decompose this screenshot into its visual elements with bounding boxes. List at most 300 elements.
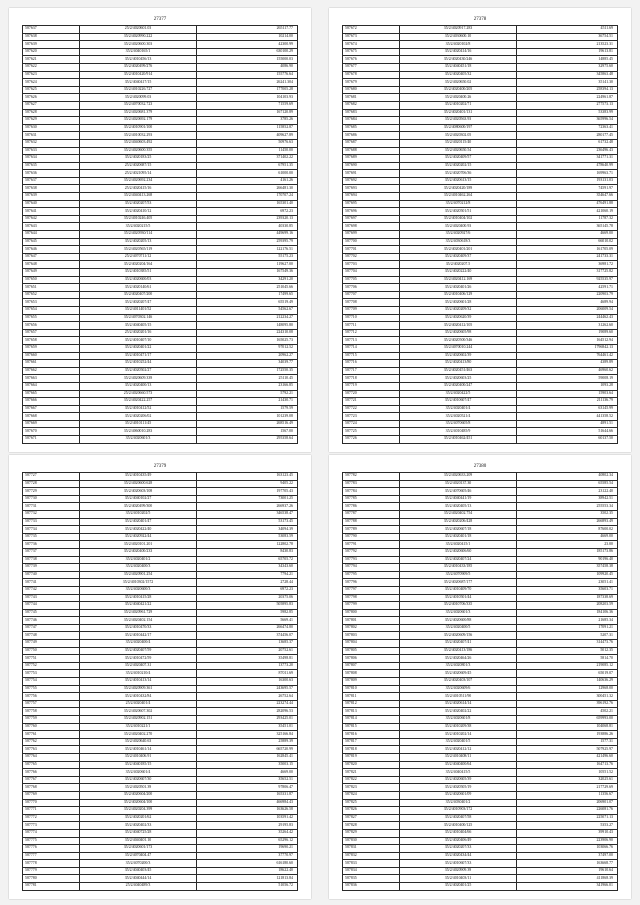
reference-code-cell: 35/2/4010032.293 xyxy=(80,132,197,140)
amount-cell: 3502.35 xyxy=(517,510,618,518)
records-table xyxy=(22,25,298,444)
table-row xyxy=(23,337,298,345)
table-row xyxy=(23,693,298,701)
table-row xyxy=(343,761,618,769)
page-title: 27377 xyxy=(153,17,167,22)
amount-cell: 53383.99 xyxy=(517,109,618,117)
reference-code-cell: 35/2/4020402/22 xyxy=(400,708,517,716)
amount-cell: 161705.09 xyxy=(517,246,618,254)
reference-code-cell: 35/2/4020603/25 xyxy=(400,375,517,383)
table-row xyxy=(23,71,298,79)
table-row xyxy=(23,837,298,845)
record-number-cell: 587744 xyxy=(23,602,80,610)
record-number-cell: 587754 xyxy=(23,678,80,686)
record-number-cell: 587696 xyxy=(343,208,400,216)
amount-cell: 223274.44 xyxy=(197,700,298,708)
record-number-cell: 587639 xyxy=(23,41,80,49)
record-number-cell: 587727 xyxy=(23,473,80,481)
table-row xyxy=(23,731,298,739)
record-number-cell: 587733 xyxy=(23,518,80,526)
reference-code-cell: 35/2/4020401/131 xyxy=(400,109,517,117)
reference-code-cell: 35/2/4010607/47 xyxy=(400,398,517,406)
table-row xyxy=(23,617,298,625)
record-number-cell: 587641 xyxy=(23,208,80,216)
reference-code-cell: 35/2/4070032.723 xyxy=(80,101,197,109)
amount-cell: 266481.30 xyxy=(197,185,298,193)
amount-cell: 295358.64 xyxy=(197,436,298,444)
amount-cell: 659993.00 xyxy=(517,716,618,724)
amount-cell: 72363.41 xyxy=(517,124,618,132)
reference-code-cell: 35/2/4040165/1 xyxy=(80,48,197,56)
table-row xyxy=(343,193,618,201)
record-number-cell: 587784 xyxy=(343,488,400,496)
reference-code-cell: 35/2/4020505/19 xyxy=(400,784,517,792)
table-row xyxy=(23,41,298,49)
amount-cell: 63145.99 xyxy=(517,405,618,413)
reference-code-cell: 35/2/4010511/90 xyxy=(400,693,517,701)
record-number-cell: 587688 xyxy=(343,147,400,155)
reference-code-cell: 35/2/4020401/47 xyxy=(80,518,197,526)
reference-code-cell: 35/2/4020600.303 xyxy=(80,41,197,49)
record-number-cell: 587681 xyxy=(343,94,400,102)
table-row xyxy=(23,390,298,398)
reference-code-cell: 35/2/4020206/02 xyxy=(80,413,197,421)
reference-code-cell: 35/2/4020401/22 xyxy=(80,344,197,352)
table-row xyxy=(23,360,298,368)
record-number-cell: 587773 xyxy=(23,822,80,830)
reference-code-cell: 35/2/4020422/40 xyxy=(80,526,197,534)
amount-cell: 103066.76 xyxy=(517,845,618,853)
table-row xyxy=(23,510,298,518)
table-row xyxy=(343,124,618,132)
table-row xyxy=(343,246,618,254)
amount-cell: 97012.52 xyxy=(197,344,298,352)
table-row xyxy=(343,852,618,860)
record-number-cell: 587832 xyxy=(343,852,400,860)
amount-cell: 35603.71 xyxy=(517,586,618,594)
amount-cell: 42591.71 xyxy=(517,284,618,292)
table-row xyxy=(23,306,298,314)
document-page xyxy=(329,8,631,452)
amount-cell: 5792.21 xyxy=(197,390,298,398)
record-number-cell: 587816 xyxy=(343,731,400,739)
table-row xyxy=(23,48,298,56)
record-number-cell: 587629 xyxy=(23,117,80,125)
reference-code-cell: 35/2/4070909/5 xyxy=(400,571,517,579)
record-number-cell: 587725 xyxy=(343,428,400,436)
reference-code-cell: 35/2/4010221/1 xyxy=(80,723,197,731)
record-number-cell: 587709 xyxy=(343,306,400,314)
record-number-cell: 587630 xyxy=(23,124,80,132)
record-number-cell: 587706 xyxy=(343,284,400,292)
table-row xyxy=(343,147,618,155)
table-row xyxy=(343,526,618,534)
reference-code-cell: 35/2/4020607.302 xyxy=(80,708,197,716)
reference-code-cell: 35/2/4020420/189 xyxy=(400,185,517,193)
reference-code-cell: 35/2/4020204.399 xyxy=(80,807,197,815)
reference-code-cell: 35/2/4020401/2 xyxy=(80,556,197,564)
amount-cell: 164713.76 xyxy=(517,761,618,769)
table-row xyxy=(23,253,298,261)
amount-cell: 4669.00 xyxy=(197,769,298,777)
table-row xyxy=(343,276,618,284)
amount-cell: 39910.43 xyxy=(517,829,618,837)
table-row xyxy=(23,405,298,413)
record-number-cell: 587749 xyxy=(23,640,80,648)
reference-code-cell: 35/2/4020600/3 xyxy=(80,586,197,594)
record-number-cell: 587734 xyxy=(23,526,80,534)
amount-cell: 4502.21 xyxy=(517,708,618,716)
reference-code-cell: 35/2/4040725/28 xyxy=(80,829,197,837)
reference-code-cell: 35/2/4020601/3 xyxy=(400,609,517,617)
table-row xyxy=(23,867,298,875)
amount-cell: 13773.20 xyxy=(197,662,298,670)
table-row xyxy=(23,571,298,579)
reference-code-cell: 35/2/4010435/49 xyxy=(80,473,197,481)
record-number-cell: 587793 xyxy=(343,556,400,564)
table-row xyxy=(343,837,618,845)
record-number-cell: 587795 xyxy=(343,571,400,579)
amount-cell: 8430.83 xyxy=(197,548,298,556)
amount-cell: 365996.54 xyxy=(517,117,618,125)
amount-cell: 167120.89 xyxy=(197,109,298,117)
record-number-cell: 587646 xyxy=(23,246,80,254)
table-row xyxy=(343,291,618,299)
amount-cell: 155000.03 xyxy=(197,56,298,64)
table-row xyxy=(23,238,298,246)
reference-code-cell: 35/2/4020409/57 xyxy=(400,155,517,163)
amount-cell: 341966.01 xyxy=(517,883,618,891)
reference-code-cell: 35/2/4020401/26 xyxy=(400,284,517,292)
record-number-cell: 587792 xyxy=(343,548,400,556)
record-number-cell: 587760 xyxy=(23,723,80,731)
table-row xyxy=(23,678,298,686)
table-row xyxy=(23,147,298,155)
table-row xyxy=(23,564,298,572)
reference-code-cell: 35/2/4020961.729 xyxy=(80,609,197,617)
table-row xyxy=(343,822,618,830)
record-number-cell: 587768 xyxy=(23,784,80,792)
record-number-cell: 587766 xyxy=(23,769,80,777)
record-number-cell: 587628 xyxy=(23,109,80,117)
reference-code-cell: 35/2/4040415/5 xyxy=(400,769,517,777)
amount-cell: 1796842.13 xyxy=(517,344,618,352)
amount-cell: 258394.13 xyxy=(517,86,618,94)
amount-cell: 616180.60 xyxy=(197,860,298,868)
record-number-cell: 587814 xyxy=(343,716,400,724)
reference-code-cell: 35/2/4070212/8 xyxy=(400,200,517,208)
record-number-cell: 587664 xyxy=(23,382,80,390)
record-number-cell: 587720 xyxy=(343,390,400,398)
table-row xyxy=(23,109,298,117)
table-row xyxy=(343,571,618,579)
reference-code-cell: 35/2/4010433/185 xyxy=(400,564,517,572)
amount-cell: 23051.41 xyxy=(517,579,618,587)
reference-code-cell: 25/2/4020401/4 xyxy=(80,700,197,708)
table-row xyxy=(343,716,618,724)
table-row xyxy=(23,86,298,94)
record-number-cell: 587742 xyxy=(23,586,80,594)
record-number-cell: 587777 xyxy=(23,852,80,860)
amount-cell: 1577.31 xyxy=(517,738,618,746)
page-title: 27379 xyxy=(153,464,167,469)
reference-code-cell: 35/2/4020601/4 xyxy=(80,769,197,777)
reference-code-cell: 35/2/4010901/100 xyxy=(80,124,197,132)
reference-code-cell: 35/2/4010400/125 xyxy=(400,822,517,830)
table-row xyxy=(23,352,298,360)
amount-cell: 4669.00 xyxy=(517,231,618,239)
amount-cell: 5012.35 xyxy=(517,647,618,655)
record-number-cell: 587639 xyxy=(23,193,80,201)
amount-cell: 354647.66 xyxy=(517,193,618,201)
record-number-cell: 587671 xyxy=(23,436,80,444)
amount-cell: 20752.61 xyxy=(197,647,298,655)
table-row xyxy=(23,480,298,488)
reference-code-cell: 35/2/4020202/15 xyxy=(400,162,517,170)
amount-cell: 314473.76 xyxy=(517,640,618,648)
amount-cell: 2728.44 xyxy=(197,579,298,587)
reference-code-cell: 35/2/4020209/32 xyxy=(400,306,517,314)
reference-code-cell: 35/2/4020405/32 xyxy=(400,71,517,79)
table-row xyxy=(23,860,298,868)
table-row xyxy=(23,63,298,71)
reference-code-cell: 35/2/4020406/49 xyxy=(400,837,517,845)
table-row xyxy=(343,678,618,686)
table-row xyxy=(23,602,298,610)
amount-cell: 71559.69 xyxy=(197,101,298,109)
document-page xyxy=(329,455,631,899)
record-number-cell: 587756 xyxy=(23,693,80,701)
amount-cell: 266474.80 xyxy=(197,624,298,632)
record-number-cell: 587789 xyxy=(343,526,400,534)
table-row xyxy=(343,382,618,390)
table-row xyxy=(343,33,618,41)
reference-code-cell: 35/2/4040444/14 xyxy=(80,875,197,883)
record-number-cell: 587690 xyxy=(343,162,400,170)
table-row xyxy=(343,352,618,360)
reference-code-cell: 35/2/4010202/5 xyxy=(80,510,197,518)
amount-cell: 54562.67 xyxy=(197,306,298,314)
table-row xyxy=(343,617,618,625)
record-number-cell: 587667 xyxy=(23,405,80,413)
table-row xyxy=(23,738,298,746)
amount-cell: 19610.64 xyxy=(517,867,618,875)
reference-code-cell: 35/2/4020207.5 xyxy=(400,261,517,269)
reference-code-cell: 35/2/4020613/15 xyxy=(400,177,517,185)
record-number-cell: 587757 xyxy=(23,700,80,708)
amount-cell: 31262.60 xyxy=(517,322,618,330)
amount-cell: 65585.54 xyxy=(517,480,618,488)
reference-code-cell: 35/2/4020137.30 xyxy=(400,480,517,488)
record-number-cell: 587755 xyxy=(23,685,80,693)
record-number-cell: 587780 xyxy=(23,875,80,883)
table-row xyxy=(23,139,298,147)
amount-cell: 65705.72 xyxy=(197,556,298,564)
table-row xyxy=(343,253,618,261)
table-row xyxy=(23,162,298,170)
reference-code-cell: 25/2/4020201/16 xyxy=(80,329,197,337)
amount-cell: 341771.31 xyxy=(517,155,618,163)
record-number-cell: 587790 xyxy=(343,533,400,541)
record-number-cell: 587767 xyxy=(23,776,80,784)
record-number-cell: 587748 xyxy=(23,632,80,640)
reference-code-cell: 35/2/4020499/276 xyxy=(80,63,197,71)
record-number-cell: 587805 xyxy=(343,647,400,655)
amount-cell: 87600.02 xyxy=(517,526,618,534)
table-row xyxy=(343,693,618,701)
table-row xyxy=(343,48,618,56)
record-number-cell: 587825 xyxy=(343,799,400,807)
record-number-cell: 587670 xyxy=(23,428,80,436)
table-row xyxy=(343,117,618,125)
reference-code-cell: 35/2/4020407/59 xyxy=(80,647,197,655)
record-number-cell: 587723 xyxy=(343,413,400,421)
amount-cell: 170707.24 xyxy=(197,193,298,201)
amount-cell: 20962.27 xyxy=(197,352,298,360)
amount-cell: 36754.51 xyxy=(517,33,618,41)
amount-cell: 40802.34 xyxy=(517,473,618,481)
record-number-cell: 587636 xyxy=(23,170,80,178)
table-row xyxy=(343,41,618,49)
amount-cell: 371402.22 xyxy=(197,155,298,163)
record-number-cell: 587623 xyxy=(23,71,80,79)
reference-code-cell: 35/2/4010111/45 xyxy=(80,420,197,428)
record-number-cell: 587799 xyxy=(343,602,400,610)
table-row xyxy=(23,413,298,421)
reference-code-cell: 35/2/4020687/177 xyxy=(400,579,517,587)
amount-cell: 14885.45 xyxy=(517,56,618,64)
record-number-cell: 587824 xyxy=(343,791,400,799)
amount-cell: 300451.32 xyxy=(517,693,618,701)
amount-cell: 255553.34 xyxy=(517,503,618,511)
amount-cell: 4161.26 xyxy=(197,177,298,185)
record-number-cell: 587794 xyxy=(343,564,400,572)
record-number-cell: 587782 xyxy=(343,473,400,481)
reference-code-cell: 35/2/4020207/47 xyxy=(80,299,197,307)
reference-code-cell: 35/2/4020909.361 xyxy=(80,685,197,693)
amount-cell: 51644.66 xyxy=(517,428,618,436)
reference-code-cell: 35/2/4020412/12 xyxy=(400,746,517,754)
reference-code-cell: 35/2/4020565/119 xyxy=(80,246,197,254)
table-row xyxy=(343,337,618,345)
record-number-cell: 587724 xyxy=(343,420,400,428)
reference-code-cell: 35/2/4020609/156 xyxy=(400,632,517,640)
amount-cell: 32975.60 xyxy=(517,63,618,71)
reference-code-cell: 25/2/4070711/12 xyxy=(80,253,197,261)
table-row xyxy=(23,556,298,564)
amount-cell: 217729.69 xyxy=(517,784,618,792)
table-row xyxy=(23,609,298,617)
record-number-cell: 587797 xyxy=(343,586,400,594)
amount-cell: 193131.03 xyxy=(517,177,618,185)
amount-cell: 357458.38 xyxy=(517,564,618,572)
amount-cell: 169963.71 xyxy=(517,170,618,178)
record-number-cell: 587763 xyxy=(23,746,80,754)
reference-code-cell: 35/2/4020922/44 xyxy=(80,533,197,541)
table-row xyxy=(343,708,618,716)
table-row xyxy=(23,799,298,807)
amount-cell: 26241.304 xyxy=(197,79,298,87)
amount-cell: 374456.07 xyxy=(197,632,298,640)
amount-cell: 206009.54 xyxy=(517,306,618,314)
record-number-cell: 587743 xyxy=(23,594,80,602)
record-number-cell: 587745 xyxy=(23,609,80,617)
table-row xyxy=(343,746,618,754)
table-row xyxy=(343,602,618,610)
amount-cell: 18622.40 xyxy=(197,867,298,875)
amount-cell: 409627.89 xyxy=(197,132,298,140)
reference-code-cell: 35/2/4020183/25 xyxy=(80,155,197,163)
record-number-cell: 587699 xyxy=(343,231,400,239)
record-number-cell: 587831 xyxy=(343,845,400,853)
record-number-cell: 587833 xyxy=(343,860,400,868)
table-row xyxy=(23,177,298,185)
amount-cell: 466984.43 xyxy=(197,799,298,807)
amount-cell: 121813.84 xyxy=(197,875,298,883)
table-row xyxy=(343,405,618,413)
record-number-cell: 587654 xyxy=(23,306,80,314)
amount-cell: 46960.62 xyxy=(517,367,618,375)
page-title: 27378 xyxy=(473,17,487,22)
record-number-cell: 587721 xyxy=(343,398,400,406)
amount-cell: 3785.26 xyxy=(197,117,298,125)
amount-cell: 104103.93 xyxy=(197,94,298,102)
amount-cell: 53083.59 xyxy=(197,533,298,541)
reference-code-cell: 35/2/4010407/10 xyxy=(80,337,197,345)
record-number-cell: 587770 xyxy=(23,799,80,807)
record-number-cell: 587663 xyxy=(23,375,80,383)
amount-cell: 208203.59 xyxy=(517,602,618,610)
amount-cell: 764461.42 xyxy=(517,352,618,360)
amount-cell: 280177.45 xyxy=(517,132,618,140)
amount-cell: 34094.39 xyxy=(197,526,298,534)
record-number-cell: 587705 xyxy=(343,276,400,284)
amount-cell: 165301.40 xyxy=(197,200,298,208)
record-number-cell: 587714 xyxy=(343,344,400,352)
record-number-cell: 587666 xyxy=(23,398,80,406)
reference-code-cell: 35/2/4020601/173 xyxy=(80,845,197,853)
reference-code-cell: 35/2/4020601/8 xyxy=(400,716,517,724)
reference-code-cell: 35/2/4040603.492 xyxy=(80,139,197,147)
reference-code-cell: 35/2/4020502/27 xyxy=(80,367,197,375)
amount-cell: 211136.79 xyxy=(517,398,618,406)
table-row xyxy=(23,132,298,140)
record-number-cell: 587775 xyxy=(23,837,80,845)
amount-cell: 42300.99 xyxy=(197,41,298,49)
amount-cell: 259395.79 xyxy=(197,238,298,246)
record-number-cell: 587823 xyxy=(343,784,400,792)
amount-cell: 55175.23 xyxy=(197,253,298,261)
amount-cell: 265117.77 xyxy=(197,26,298,34)
table-row xyxy=(343,170,618,178)
reference-code-cell: 35/2/4020401/201 xyxy=(400,246,517,254)
amount-cell: 163123.45 xyxy=(197,473,298,481)
amount-cell: 1093.28 xyxy=(517,382,618,390)
table-row xyxy=(23,548,298,556)
table-row xyxy=(343,624,618,632)
amount-cell: 6972.23 xyxy=(197,586,298,594)
amount-cell: 5353.27 xyxy=(517,822,618,830)
reference-code-cell: 35/2/4020215/5 xyxy=(80,223,197,231)
record-number-cell: 587684 xyxy=(343,117,400,125)
record-number-cell: 587750 xyxy=(23,647,80,655)
record-number-cell: 587747 xyxy=(23,624,80,632)
records-table xyxy=(342,472,618,891)
table-row xyxy=(23,79,298,87)
amount-cell: 507925.97 xyxy=(517,746,618,754)
record-number-cell: 587719 xyxy=(343,382,400,390)
table-row xyxy=(343,510,618,518)
